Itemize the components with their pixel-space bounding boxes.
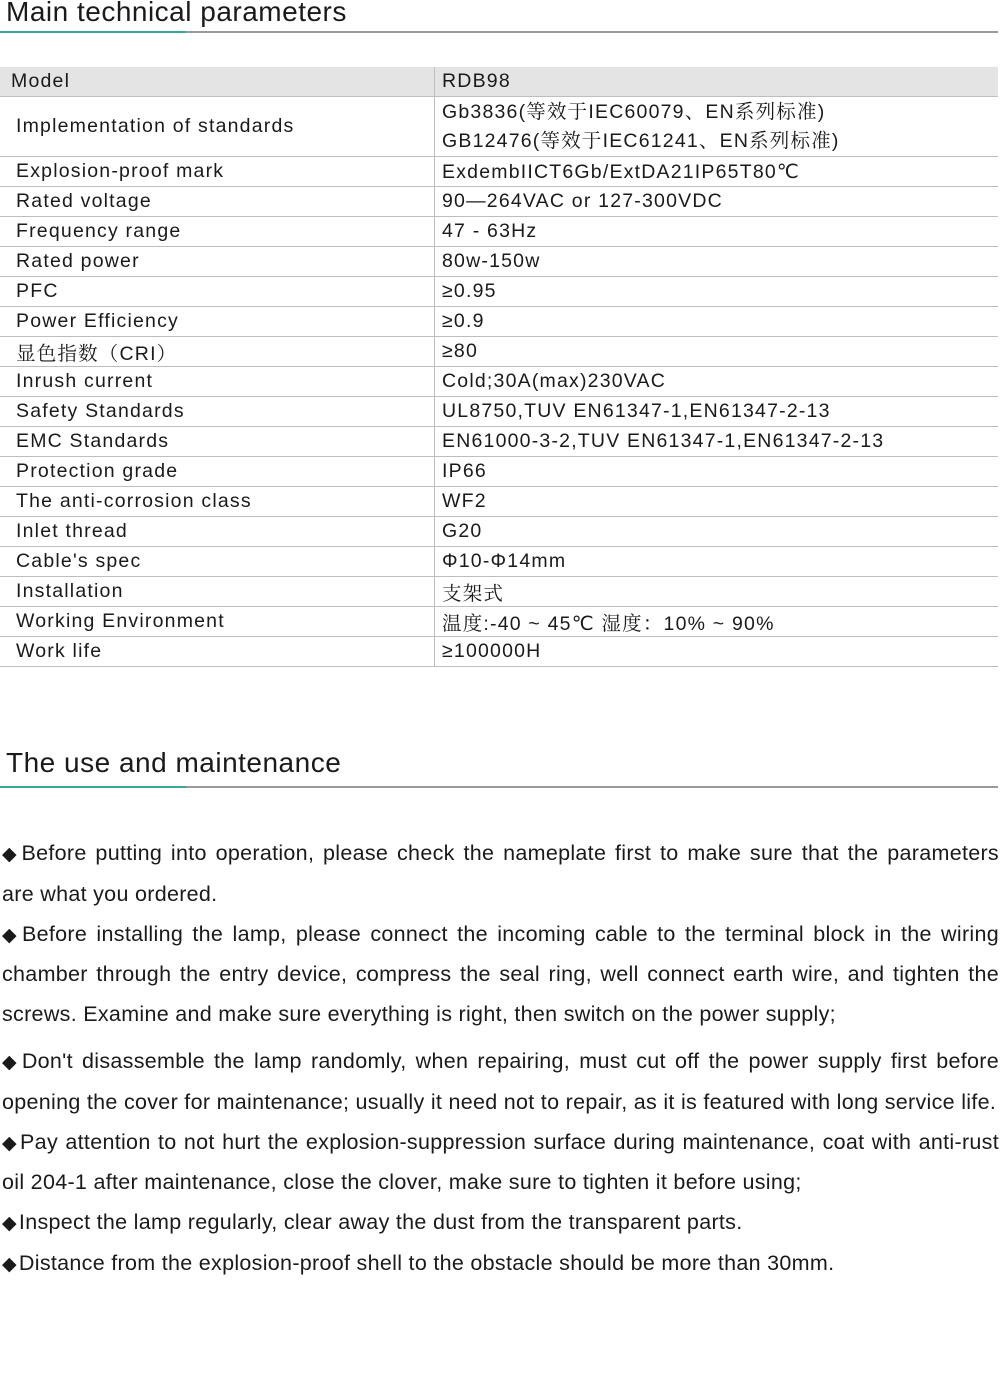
note-text: Inspect the lamp regularly, clear away the dust from the transparent parts.	[18, 1210, 743, 1235]
parameters-table-body	[0, 67, 998, 667]
row-value: ≥100000H	[435, 637, 999, 667]
table-row	[0, 277, 998, 307]
table-row	[0, 337, 998, 367]
row-value: ≥0.95	[435, 277, 999, 307]
note-text: Before installing the lamp, please connect the incoming cable to the terminal block in the wiring chamber through the entry device, compress the seal ring, well connect earth wire, and tighten the screws. Examine and make sure everything is right, then switch on the power supply;	[2, 921, 1000, 1027]
table-row	[0, 217, 998, 247]
note-item	[2, 1123, 999, 1204]
bullet-diamond-icon: ◆	[2, 1051, 20, 1073]
bullet-diamond-icon: ◆	[2, 1132, 19, 1154]
section-title-maintenance: The use and maintenance	[6, 747, 342, 778]
row-label: Working Environment	[0, 607, 435, 637]
note-text: Don't disassemble the lamp randomly, when repairing, must cut off the power supply first before opening the cover for maintenance; usually it need not to repair, as it is featured with long service life.	[2, 1048, 999, 1114]
row-label: Safety Standards	[0, 397, 435, 427]
table-row	[0, 427, 998, 457]
header-value: RDB98	[435, 67, 999, 97]
table-row	[0, 397, 998, 427]
note-item	[2, 915, 999, 1035]
note-item	[2, 834, 999, 915]
standard-line: Gb3836(等效于IEC60079、EN系列标准)	[442, 100, 826, 123]
row-label: Protection grade	[0, 457, 435, 487]
row-label: Installation	[0, 577, 435, 607]
row-value: 温度:-40 ~ 45℃ 湿度：10% ~ 90%	[435, 607, 999, 637]
table-row	[0, 97, 998, 157]
table-header-row	[0, 67, 998, 97]
row-label: Cable's spec	[0, 547, 435, 577]
row-value: G20	[435, 517, 999, 547]
row-label: Work life	[0, 637, 435, 667]
note-text: Distance from the explosion-proof shell to the obstacle should be more than 30mm.	[18, 1250, 835, 1275]
note-text: Before putting into operation, please check the nameplate first to make sure that the parameters are what you ordered.	[2, 841, 999, 906]
table-row	[0, 187, 998, 217]
table-row	[0, 307, 998, 337]
row-label: 显色指数（CRI）	[0, 337, 435, 367]
row-value: Cold;30A(max)230VAC	[435, 367, 999, 397]
standard-line: GB12476(等效于IEC61241、EN系列标准)	[442, 129, 840, 152]
bullet-diamond-icon: ◆	[2, 1213, 17, 1235]
table-row	[0, 607, 998, 637]
table-row	[0, 457, 998, 487]
row-value: 80w-150w	[435, 247, 999, 277]
header-label: Model	[0, 67, 435, 97]
divider-accent	[0, 786, 186, 788]
row-label: PFC	[0, 277, 435, 307]
table-row	[0, 547, 998, 577]
row-value: 支架式	[435, 577, 999, 607]
row-value: Φ10-Φ14mm	[435, 547, 999, 577]
row-value: 90—264VAC or 127-300VDC	[435, 187, 999, 217]
bullet-diamond-icon: ◆	[2, 1253, 17, 1275]
row-label: The anti-corrosion class	[0, 487, 435, 517]
row-label: Frequency range	[0, 217, 435, 247]
row-value: ≥0.9	[435, 307, 999, 337]
row-value: IP66	[435, 457, 999, 487]
row-value: EN61000-3-2,TUV EN61347-1,EN61347-2-13	[435, 427, 999, 457]
bullet-diamond-icon: ◆	[2, 924, 20, 946]
note-item	[2, 1042, 999, 1123]
row-value: ≥80	[435, 337, 999, 367]
note-text: Pay attention to not hurt the explosion-suppression surface during maintenance, coat with anti-rust oil 204-1 after maintenance, close the clover, make sure to tighten it before using;	[2, 1129, 1000, 1195]
row-label: Inlet thread	[0, 517, 435, 547]
table-row	[0, 247, 998, 277]
table-row	[0, 157, 998, 187]
row-value	[435, 97, 999, 157]
table-row	[0, 487, 998, 517]
note-item	[2, 1244, 999, 1285]
row-label: EMC Standards	[0, 427, 435, 457]
table-row	[0, 637, 998, 667]
parameters-table	[0, 67, 998, 667]
bullet-diamond-icon: ◆	[2, 844, 20, 865]
section-divider	[0, 786, 998, 788]
table-row	[0, 517, 998, 547]
row-value: ExdembIICT6Gb/ExtDA21IP65T80℃	[435, 157, 999, 187]
note-item	[2, 1203, 999, 1244]
row-value: UL8750,TUV EN61347-1,EN61347-2-13	[435, 397, 999, 427]
section-title-parameters: Main technical parameters	[6, 0, 347, 27]
maintenance-notes	[2, 834, 999, 1285]
row-label: Inrush current	[0, 367, 435, 397]
table-row	[0, 367, 998, 397]
row-label: Rated power	[0, 247, 435, 277]
section-divider	[0, 31, 998, 33]
row-label: Implementation of standards	[0, 97, 435, 157]
row-value: 47 - 63Hz	[435, 217, 999, 247]
row-value: WF2	[435, 487, 999, 517]
table-row	[0, 577, 998, 607]
row-label: Power Efficiency	[0, 307, 435, 337]
row-label: Rated voltage	[0, 187, 435, 217]
row-label: Explosion-proof mark	[0, 157, 435, 187]
divider-accent	[0, 31, 186, 33]
